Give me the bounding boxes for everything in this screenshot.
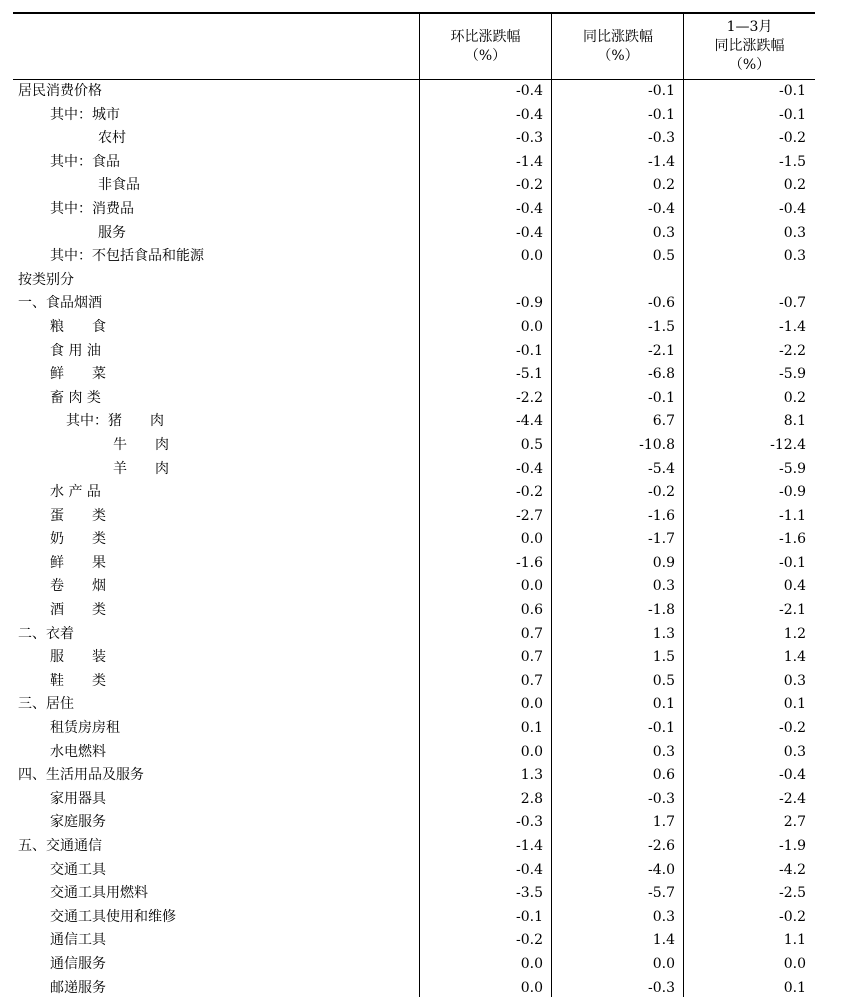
ytd-yoy-value: -0.2 bbox=[779, 720, 806, 737]
ytd-yoy-value: -2.2 bbox=[779, 342, 806, 359]
table-row bbox=[13, 198, 815, 222]
table-row bbox=[13, 646, 815, 670]
yoy-value: -1.8 bbox=[648, 602, 675, 619]
row-label: 卷 烟 bbox=[50, 578, 106, 595]
table-row bbox=[13, 670, 815, 694]
table-row bbox=[13, 340, 815, 364]
table-row bbox=[13, 481, 815, 505]
ytd-yoy-value: -0.4 bbox=[779, 767, 806, 784]
mom-value: -5.1 bbox=[516, 366, 543, 383]
mom-value: -0.4 bbox=[516, 200, 543, 217]
row-label: 其中：消费品 bbox=[50, 200, 134, 217]
mom-value: 0.0 bbox=[520, 318, 543, 335]
table-row bbox=[13, 623, 815, 647]
row-label: 二、衣着 bbox=[18, 625, 74, 642]
yoy-value: -1.7 bbox=[648, 531, 675, 548]
yoy-value: -0.2 bbox=[648, 484, 675, 501]
row-label: 非食品 bbox=[98, 177, 140, 194]
table-row bbox=[13, 575, 815, 599]
row-label: 农村 bbox=[98, 130, 126, 147]
ytd-yoy-value: -0.9 bbox=[779, 484, 806, 501]
mom-value: 0.1 bbox=[520, 720, 543, 737]
table-row bbox=[13, 929, 815, 953]
mom-value: 0.0 bbox=[520, 955, 543, 972]
row-label: 交通工具使用和维修 bbox=[50, 908, 176, 925]
mom-value: 0.0 bbox=[520, 248, 543, 265]
ytd-yoy-value: 0.1 bbox=[783, 696, 806, 713]
table-row bbox=[13, 717, 815, 741]
cpi-table bbox=[13, 12, 815, 1000]
table-row bbox=[13, 906, 815, 930]
row-label: 五、交通通信 bbox=[18, 838, 102, 854]
ytd-yoy-value: -2.1 bbox=[779, 602, 806, 619]
mom-value: 0.5 bbox=[520, 436, 543, 453]
table-body bbox=[13, 80, 815, 1000]
mom-value: 0.0 bbox=[520, 696, 543, 713]
table-header bbox=[13, 12, 815, 80]
header-ytd-yoy bbox=[684, 14, 815, 79]
yoy-value: 1.7 bbox=[652, 814, 675, 831]
yoy-value: -5.4 bbox=[648, 460, 675, 477]
ytd-yoy-value: 0.2 bbox=[783, 177, 806, 194]
mom-value: -0.4 bbox=[516, 224, 543, 241]
yoy-value bbox=[551, 269, 675, 293]
mom-value: 1.3 bbox=[520, 767, 543, 784]
row-label: 鲜 菜 bbox=[50, 366, 106, 383]
ytd-yoy-value: -1.4 bbox=[779, 318, 806, 335]
column-divider bbox=[419, 14, 420, 997]
yoy-value: -0.1 bbox=[648, 83, 675, 99]
yoy-value: -1.6 bbox=[648, 507, 675, 524]
mom-value bbox=[418, 269, 543, 293]
ytd-yoy-value: -0.2 bbox=[779, 908, 806, 925]
mom-value: 0.0 bbox=[520, 578, 543, 595]
row-label: 其中：猪 肉 bbox=[66, 413, 164, 430]
mom-value: -0.1 bbox=[516, 342, 543, 359]
row-label: 鲜 果 bbox=[50, 554, 106, 571]
yoy-value: -0.3 bbox=[648, 979, 675, 996]
row-label: 奶 类 bbox=[50, 531, 106, 548]
mom-value: 2.8 bbox=[520, 790, 543, 807]
ytd-yoy-value: -0.4 bbox=[779, 200, 806, 217]
yoy-value: -10.8 bbox=[639, 436, 675, 453]
column-divider bbox=[551, 14, 552, 997]
ytd-yoy-value: -0.7 bbox=[779, 295, 806, 312]
yoy-value: 0.0 bbox=[652, 955, 675, 972]
table-row bbox=[13, 269, 815, 293]
mom-value: 0.7 bbox=[520, 649, 543, 666]
header-mom bbox=[420, 14, 551, 79]
table-row bbox=[13, 977, 815, 1000]
header-mom-title: 环比涨跌幅 bbox=[450, 28, 521, 45]
row-label: 通信服务 bbox=[50, 955, 106, 972]
ytd-yoy-value: -0.1 bbox=[779, 106, 806, 123]
row-label: 租赁房房租 bbox=[50, 720, 120, 737]
row-label: 一、食品烟酒 bbox=[18, 295, 102, 312]
ytd-yoy-value: -0.1 bbox=[779, 554, 806, 571]
mom-value: -2.2 bbox=[516, 389, 543, 406]
ytd-yoy-value: -2.5 bbox=[779, 885, 806, 902]
ytd-yoy-value: -1.5 bbox=[779, 153, 806, 170]
table-row bbox=[13, 434, 815, 458]
table-row bbox=[13, 127, 815, 151]
table-row bbox=[13, 222, 815, 246]
yoy-value: 0.1 bbox=[652, 696, 675, 713]
yoy-value: -0.3 bbox=[648, 130, 675, 147]
table-row bbox=[13, 410, 815, 434]
ytd-yoy-value: -1.9 bbox=[779, 838, 806, 854]
table-row bbox=[13, 151, 815, 175]
row-label: 服 装 bbox=[50, 649, 106, 666]
row-label: 三、居住 bbox=[18, 696, 74, 713]
table-row bbox=[13, 599, 815, 623]
yoy-value: -0.1 bbox=[648, 720, 675, 737]
table-row bbox=[13, 693, 815, 717]
yoy-value: 0.3 bbox=[652, 743, 675, 760]
yoy-value: -0.4 bbox=[648, 200, 675, 217]
row-label: 居民消费价格 bbox=[18, 83, 102, 99]
ytd-yoy-value: -0.2 bbox=[779, 130, 806, 147]
column-divider bbox=[683, 14, 684, 997]
mom-value: -0.4 bbox=[516, 861, 543, 878]
header-ytd-title: 同比涨跌幅 bbox=[714, 38, 785, 54]
table-row bbox=[13, 174, 815, 198]
ytd-yoy-value: 2.7 bbox=[783, 814, 806, 831]
table-row bbox=[13, 80, 815, 104]
mom-value: -0.4 bbox=[516, 106, 543, 123]
table-row bbox=[13, 764, 815, 788]
mom-value: -0.1 bbox=[516, 908, 543, 925]
ytd-yoy-value: -4.2 bbox=[779, 861, 806, 878]
header-yoy bbox=[552, 14, 684, 79]
mom-value: -0.3 bbox=[516, 814, 543, 831]
ytd-yoy-value: 0.3 bbox=[783, 743, 806, 760]
yoy-value: 0.9 bbox=[652, 554, 675, 571]
mom-value: 0.7 bbox=[520, 672, 543, 689]
ytd-yoy-value: 0.2 bbox=[783, 389, 806, 406]
yoy-value: 1.5 bbox=[652, 649, 675, 666]
header-ytd-period: 1—3月 bbox=[726, 19, 773, 35]
table-row bbox=[13, 811, 815, 835]
yoy-value: 0.3 bbox=[652, 908, 675, 925]
ytd-yoy-value: 0.3 bbox=[783, 672, 806, 689]
mom-value: -1.6 bbox=[516, 554, 543, 571]
mom-value: -0.2 bbox=[516, 177, 543, 194]
row-label: 水 产 品 bbox=[50, 484, 101, 501]
yoy-value: 0.6 bbox=[652, 767, 675, 784]
ytd-yoy-value: 0.3 bbox=[783, 248, 806, 265]
yoy-value: -0.1 bbox=[648, 389, 675, 406]
ytd-yoy-value: 0.3 bbox=[783, 224, 806, 241]
row-label: 按类别分 bbox=[18, 271, 74, 288]
table-row bbox=[13, 363, 815, 387]
mom-value: -1.4 bbox=[516, 838, 543, 854]
yoy-value: 1.3 bbox=[652, 625, 675, 642]
table-row bbox=[13, 882, 815, 906]
ytd-yoy-value: 1.2 bbox=[783, 625, 806, 642]
ytd-yoy-value: -2.4 bbox=[779, 790, 806, 807]
ytd-yoy-value: -5.9 bbox=[779, 460, 806, 477]
row-label: 交通工具 bbox=[50, 861, 106, 878]
ytd-yoy-value: 0.0 bbox=[783, 955, 806, 972]
table-row bbox=[13, 788, 815, 812]
ytd-yoy-value: 0.4 bbox=[783, 578, 806, 595]
yoy-value: 0.5 bbox=[652, 248, 675, 265]
table-row bbox=[13, 835, 815, 859]
header-yoy-unit: （%） bbox=[597, 47, 639, 64]
mom-value: -4.4 bbox=[516, 413, 543, 430]
row-label: 其中：食品 bbox=[50, 153, 120, 170]
ytd-yoy-value: -1.1 bbox=[779, 507, 806, 524]
header-ytd-unit: （%） bbox=[728, 57, 771, 73]
yoy-value: -0.6 bbox=[648, 295, 675, 312]
mom-value: -2.7 bbox=[516, 507, 543, 524]
yoy-value: -0.3 bbox=[648, 790, 675, 807]
yoy-value: 6.7 bbox=[652, 413, 675, 430]
table-row bbox=[13, 245, 815, 269]
row-label: 畜 肉 类 bbox=[50, 389, 101, 406]
yoy-value: 0.2 bbox=[652, 177, 675, 194]
ytd-yoy-value: -1.6 bbox=[779, 531, 806, 548]
table-row bbox=[13, 316, 815, 340]
row-label: 食 用 油 bbox=[50, 342, 101, 359]
yoy-value: -5.7 bbox=[648, 885, 675, 902]
yoy-value: -2.6 bbox=[648, 838, 675, 854]
table-row bbox=[13, 505, 815, 529]
row-label: 鞋 类 bbox=[50, 672, 106, 689]
table-row bbox=[13, 552, 815, 576]
row-label: 交通工具用燃料 bbox=[50, 885, 148, 902]
mom-value: 0.0 bbox=[520, 743, 543, 760]
yoy-value: 0.5 bbox=[652, 672, 675, 689]
mom-value: 0.0 bbox=[520, 531, 543, 548]
mom-value: 0.0 bbox=[520, 979, 543, 996]
row-label: 其中：城市 bbox=[50, 106, 120, 123]
ytd-yoy-value: -0.1 bbox=[779, 83, 806, 99]
row-label: 酒 类 bbox=[50, 602, 106, 619]
table-row bbox=[13, 528, 815, 552]
yoy-value: -2.1 bbox=[648, 342, 675, 359]
table-row bbox=[13, 104, 815, 128]
row-label: 家用器具 bbox=[50, 790, 106, 807]
ytd-yoy-value: -12.4 bbox=[770, 436, 806, 453]
mom-value: 0.6 bbox=[520, 602, 543, 619]
row-label: 四、生活用品及服务 bbox=[18, 767, 144, 784]
table-row bbox=[13, 292, 815, 316]
mom-value: -0.4 bbox=[516, 460, 543, 477]
yoy-value: -0.1 bbox=[648, 106, 675, 123]
mom-value: -3.5 bbox=[516, 885, 543, 902]
row-label: 牛 肉 bbox=[113, 436, 169, 453]
table-row bbox=[13, 458, 815, 482]
ytd-yoy-value: -5.9 bbox=[779, 366, 806, 383]
table-row bbox=[13, 953, 815, 977]
row-label: 水电燃料 bbox=[50, 743, 106, 760]
row-label: 服务 bbox=[98, 224, 126, 241]
row-label: 粮 食 bbox=[50, 318, 106, 335]
mom-value: -1.4 bbox=[516, 153, 543, 170]
row-label: 通信工具 bbox=[50, 932, 106, 949]
mom-value: -0.3 bbox=[516, 130, 543, 147]
mom-value: 0.7 bbox=[520, 625, 543, 642]
table-row bbox=[13, 741, 815, 765]
mom-value: -0.4 bbox=[516, 83, 543, 99]
header-mom-unit: （%） bbox=[464, 47, 507, 64]
yoy-value: 1.4 bbox=[652, 932, 675, 949]
yoy-value: -4.0 bbox=[648, 861, 675, 878]
yoy-value: -1.4 bbox=[648, 153, 675, 170]
mom-value: -0.2 bbox=[516, 932, 543, 949]
yoy-value: -6.8 bbox=[648, 366, 675, 383]
row-label: 家庭服务 bbox=[50, 814, 106, 831]
header-yoy-title: 同比涨跌幅 bbox=[583, 28, 653, 45]
row-label: 羊 肉 bbox=[113, 460, 169, 477]
yoy-value: 0.3 bbox=[652, 578, 675, 595]
ytd-yoy-value bbox=[683, 269, 806, 293]
row-label: 邮递服务 bbox=[50, 979, 106, 996]
yoy-value: -1.5 bbox=[648, 318, 675, 335]
row-label: 蛋 类 bbox=[50, 507, 106, 524]
ytd-yoy-value: 0.1 bbox=[783, 979, 806, 996]
yoy-value: 0.3 bbox=[652, 224, 675, 241]
ytd-yoy-value: 1.1 bbox=[783, 932, 806, 949]
row-label: 其中：不包括食品和能源 bbox=[50, 248, 204, 265]
table-row bbox=[13, 859, 815, 883]
table-row bbox=[13, 387, 815, 411]
mom-value: -0.2 bbox=[516, 484, 543, 501]
ytd-yoy-value: 1.4 bbox=[783, 649, 806, 666]
mom-value: -0.9 bbox=[516, 295, 543, 312]
ytd-yoy-value: 8.1 bbox=[783, 413, 806, 430]
